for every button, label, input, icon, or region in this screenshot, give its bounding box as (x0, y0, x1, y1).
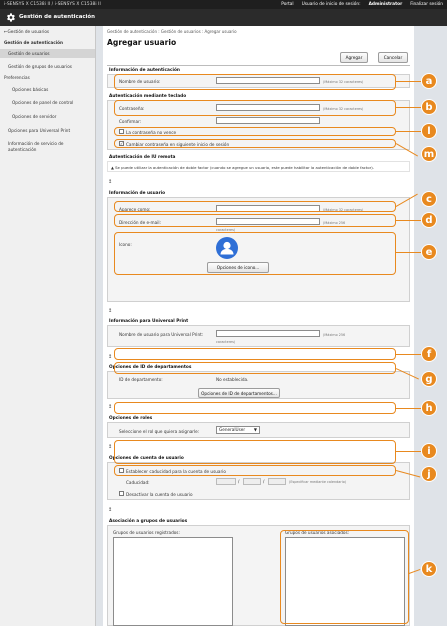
username-label: Nombre de usuario: (119, 79, 161, 84)
login-user-name: Administrator (368, 2, 403, 7)
callout-frame-a (114, 74, 396, 90)
breadcrumb: Gestión de autenticación : Gestión de usuarios : Agregar usuario (107, 29, 237, 34)
callout-badge-f: f (421, 346, 437, 362)
top-links (281, 2, 443, 7)
email-label: Dirección de e-mail: (119, 220, 161, 225)
remote-ui-auth-header: Autenticación de IU remota (109, 155, 176, 160)
remote-ui-auth-note: ▲ Se puede utilizar la autenticación de doble factor (cuando se agregue un usuario, este puede habilitar la autenticación de doble factor). (111, 165, 374, 170)
top-bar (0, 0, 447, 9)
callout-frame-b (114, 100, 396, 116)
icon-options-button[interactable]: Opciones de icono... (207, 262, 269, 273)
icon-label: Icono: (119, 242, 132, 247)
date-separator: / (238, 479, 240, 484)
collapse-arrow-icon[interactable]: ↥ (108, 404, 113, 410)
universal-print-hint-cont: caracteres) (216, 340, 236, 344)
sidebar-item-auth-service-info-cont[interactable]: autenticación (8, 147, 37, 152)
display-as-hint: (Máximo 32 caracteres) (323, 208, 364, 212)
password-label: Contraseña: (119, 106, 145, 111)
chevron-down-icon: ▼ (253, 427, 257, 432)
associated-groups-label: Grupos de usuarios asociados: (285, 530, 350, 535)
callout-connector (396, 107, 421, 108)
callout-badge-e: e (421, 244, 437, 260)
callout-frame-m (114, 139, 396, 148)
callout-badge-k: k (421, 561, 437, 577)
keyboard-auth-header: Autenticación mediante teclado (109, 94, 187, 99)
account-header: Opciones de cuenta de usuario (109, 456, 184, 461)
device-name: i-SENSYS X C1538i II / i-SENSYS X C1538i II (4, 2, 101, 7)
callout-frame-f (114, 348, 396, 360)
sidebar-item-server-options[interactable]: Opciones de servidor (12, 114, 57, 119)
sidebar-item-panel-options[interactable]: Opciones de panel de control (12, 100, 74, 105)
password-hint: (Máximo 32 caracteres) (323, 107, 364, 111)
callout-frame-c (114, 201, 396, 212)
universal-print-header: Información para Universal Print (109, 319, 189, 324)
dept-id-value: No establecida. (216, 377, 249, 382)
callout-frame-j (114, 465, 396, 476)
collapse-arrow-icon[interactable]: ↥ (108, 179, 113, 185)
registered-groups-label: Grupos de usuarios registrados: (113, 530, 180, 535)
confirm-label: Confirmar: (119, 119, 142, 124)
roles-header: Opciones de roles (109, 416, 153, 421)
callout-badge-g: g (421, 371, 437, 387)
dept-id-options-button[interactable]: Opciones de ID de departamentos... (198, 388, 280, 398)
portal-link[interactable]: Portal (281, 2, 294, 7)
callout-badge-m: m (421, 146, 437, 162)
dept-id-header: Opciones de ID de departamentos (109, 365, 192, 370)
callout-badge-i: i (421, 443, 437, 459)
callout-connector (396, 220, 421, 221)
universal-print-name-input[interactable] (216, 330, 320, 337)
callout-frame-d (114, 214, 396, 227)
callout-connector (396, 252, 421, 253)
expiry-date-hint: (Especificar mediante calendario) (289, 480, 347, 484)
sidebar-item-auth-management[interactable]: Gestión de autenticación (4, 40, 63, 45)
role-selected-value: GeneralUser (219, 427, 246, 432)
callout-frame-i (114, 440, 396, 464)
collapse-arrow-icon[interactable]: ↥ (108, 308, 113, 314)
collapse-arrow-icon[interactable]: ↥ (108, 444, 113, 450)
callout-badge-j: j (421, 466, 437, 482)
gear-icon (5, 12, 16, 23)
collapse-arrow-icon[interactable]: ↥ (108, 507, 113, 513)
callout-frame-k (280, 530, 409, 624)
page-title: Agregar usuario (107, 38, 177, 47)
callout-badge-l: l (421, 123, 437, 139)
sidebar-item-back-user-management[interactable]: ←Gestión de usuarios (4, 29, 50, 34)
app-title: Gestión de autenticación (19, 14, 95, 20)
logout-link[interactable]: Finalizar sesión (410, 2, 443, 7)
no-expire-label: La contraseña no vence (126, 130, 177, 135)
sidebar-item-user-management[interactable]: Gestión de usuarios (8, 51, 50, 56)
callout-badge-h: h (421, 400, 437, 416)
email-hint-cont: caracteres) (216, 228, 236, 232)
groups-header: Asociación a grupos de usuarios (109, 519, 188, 524)
callout-connector (396, 81, 421, 82)
callout-connector (396, 451, 421, 452)
collapse-arrow-icon[interactable]: ↥ (108, 354, 113, 360)
callout-connector (396, 408, 421, 409)
sidebar-item-user-groups[interactable]: Gestión de grupos de usuarios (8, 64, 72, 69)
callout-connector (396, 131, 421, 132)
disable-account-label: Desactivar la cuenta de usuario (126, 492, 193, 497)
disable-account-checkbox[interactable] (119, 491, 124, 496)
callout-badge-d: d (421, 212, 437, 228)
sidebar-item-auth-service-info[interactable]: Información de servicio de (8, 141, 64, 146)
expiry-year-input[interactable] (216, 478, 236, 485)
user-info-header: Información de usuario (109, 191, 166, 196)
change-password-label: Cambiar contraseña en siguiente inicio de sesión (126, 142, 230, 147)
expiry-month-input[interactable] (243, 478, 261, 485)
callout-badge-a: a (421, 73, 437, 89)
sidebar-item-preferences[interactable]: Preferencias (4, 75, 30, 80)
auth-info-header: Información de autenticación (109, 68, 180, 73)
role-select-label: Seleccione el rol que quiera asignarle: (119, 429, 200, 434)
display-as-label: Aparece como: (119, 207, 151, 212)
callout-badge-c: c (421, 191, 437, 207)
username-hint: (Máximo 32 caracteres) (323, 80, 364, 84)
expiry-date-label: Caducidad: (126, 480, 150, 485)
email-hint: (Máximo 256 (323, 221, 346, 225)
divider (107, 65, 410, 66)
callout-badge-b: b (421, 99, 437, 115)
confirm-password-input[interactable] (216, 117, 320, 124)
callout-frame-l (114, 127, 396, 136)
universal-print-hint: (Máximo 256 (323, 333, 346, 337)
expiry-day-input[interactable] (268, 478, 286, 485)
app-title-bar (0, 9, 447, 26)
change-password-checkbox[interactable]: ✓ (120, 141, 124, 146)
callout-connector (396, 354, 421, 355)
registered-groups-list[interactable] (113, 537, 233, 626)
sidebar (0, 26, 96, 626)
add-button[interactable]: Agregar (340, 52, 368, 63)
login-user-label: Usuario de inicio de sesión: (301, 2, 361, 7)
cancel-button[interactable]: Cancelar (378, 52, 408, 63)
sidebar-item-basic-options[interactable]: Opciones básicas (12, 87, 49, 92)
universal-print-name-label: Nombre de usuario para Universal Print: (119, 332, 204, 337)
callout-frame-g (114, 362, 396, 374)
dept-id-label: ID de departamento: (119, 377, 163, 382)
callout-frame-h (114, 402, 396, 414)
expiry-label: Establecer caducidad para la cuenta de usuario (126, 469, 226, 474)
role-select[interactable] (216, 426, 260, 434)
sidebar-item-universal-print[interactable]: Opciones para Universal Print (8, 128, 71, 133)
date-separator: / (263, 479, 265, 484)
callout-frame-e (114, 232, 396, 275)
